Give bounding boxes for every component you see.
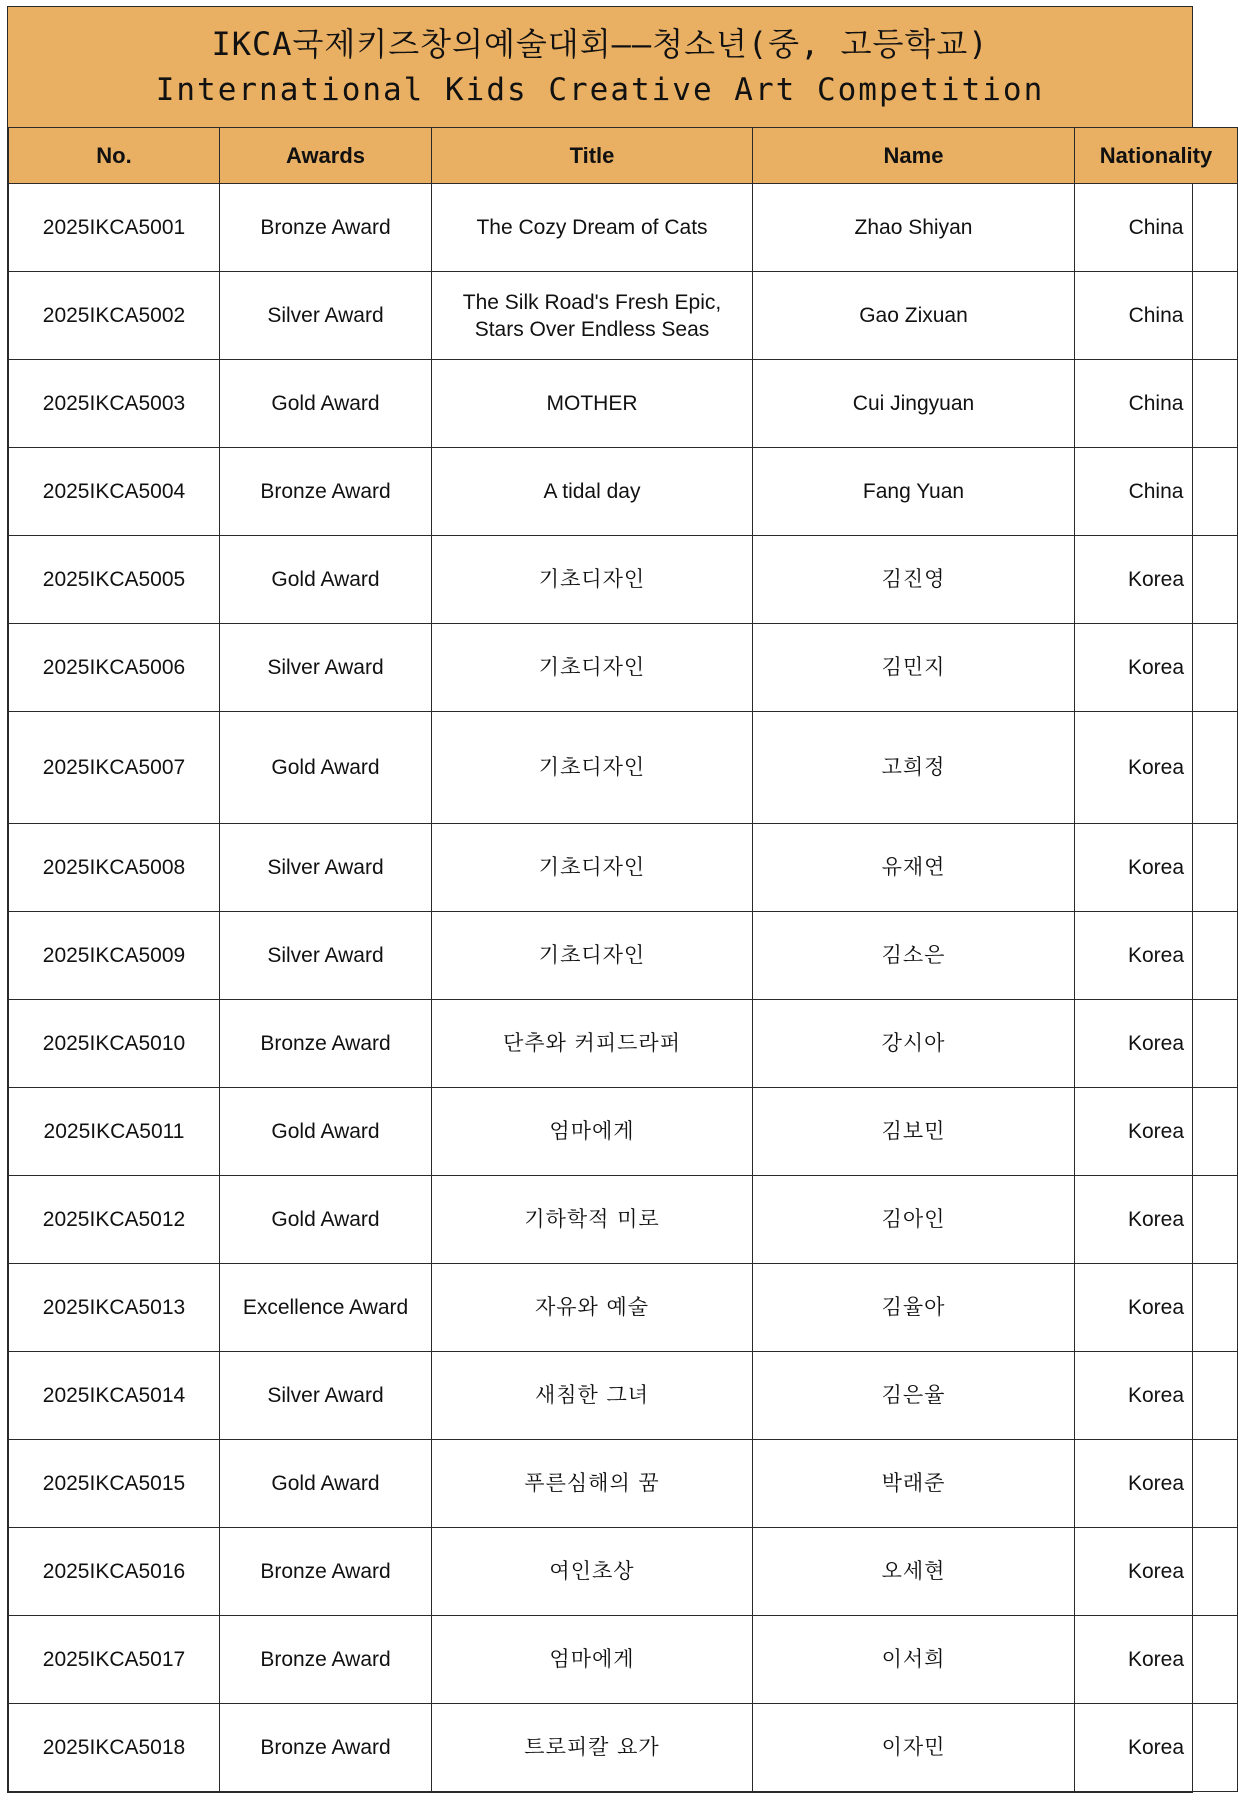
table-row <box>9 184 1238 272</box>
table-row <box>9 1352 1238 1440</box>
cell-entry-number: 2025IKCA5015 <box>9 1440 220 1528</box>
cell-title: 엄마에게 <box>432 1088 753 1176</box>
table-row <box>9 1616 1238 1704</box>
cell-nationality: China <box>1075 360 1238 448</box>
cell-entry-number: 2025IKCA5009 <box>9 912 220 1000</box>
table-row <box>9 360 1238 448</box>
cell-name: 고희정 <box>753 712 1075 824</box>
cell-award: Gold Award <box>220 712 432 824</box>
cell-title: 단추와 커피드라퍼 <box>432 1000 753 1088</box>
cell-entry-number: 2025IKCA5002 <box>9 272 220 360</box>
column-header-awards: Awards <box>220 128 432 184</box>
header-row <box>9 128 1238 184</box>
cell-nationality: Korea <box>1075 1440 1238 1528</box>
cell-name: Cui Jingyuan <box>753 360 1075 448</box>
awards-table <box>8 127 1238 1792</box>
table-row <box>9 1176 1238 1264</box>
cell-title: 기초디자인 <box>432 536 753 624</box>
cell-nationality: Korea <box>1075 536 1238 624</box>
cell-entry-number: 2025IKCA5010 <box>9 1000 220 1088</box>
column-header-name: Name <box>753 128 1075 184</box>
cell-award: Bronze Award <box>220 1000 432 1088</box>
cell-award: Silver Award <box>220 912 432 1000</box>
cell-nationality: Korea <box>1075 1176 1238 1264</box>
cell-award: Bronze Award <box>220 1528 432 1616</box>
cell-title: 기초디자인 <box>432 824 753 912</box>
cell-entry-number: 2025IKCA5005 <box>9 536 220 624</box>
cell-entry-number: 2025IKCA5003 <box>9 360 220 448</box>
cell-entry-number: 2025IKCA5013 <box>9 1264 220 1352</box>
cell-entry-number: 2025IKCA5011 <box>9 1088 220 1176</box>
title-english: International Kids Creative Art Competition <box>155 72 1045 108</box>
cell-title: 푸른심해의 꿈 <box>432 1440 753 1528</box>
cell-award: Silver Award <box>220 624 432 712</box>
cell-name: 김민지 <box>753 624 1075 712</box>
cell-award: Silver Award <box>220 1352 432 1440</box>
cell-title: 기하학적 미로 <box>432 1176 753 1264</box>
cell-title: MOTHER <box>432 360 753 448</box>
cell-title: 자유와 예술 <box>432 1264 753 1352</box>
column-header-nationality: Nationality <box>1075 128 1238 184</box>
cell-award: Gold Award <box>220 360 432 448</box>
table-row <box>9 624 1238 712</box>
cell-name: 김은율 <box>753 1352 1075 1440</box>
cell-entry-number: 2025IKCA5014 <box>9 1352 220 1440</box>
cell-entry-number: 2025IKCA5008 <box>9 824 220 912</box>
cell-award: Bronze Award <box>220 1704 432 1792</box>
cell-name: 이서희 <box>753 1616 1075 1704</box>
cell-title: 기초디자인 <box>432 912 753 1000</box>
table-row <box>9 1000 1238 1088</box>
title-korean: IKCA국제키즈창의예술대회——청소년(중, 고등학교) <box>211 25 989 63</box>
cell-nationality: Korea <box>1075 1088 1238 1176</box>
table-row <box>9 912 1238 1000</box>
cell-name: 박래준 <box>753 1440 1075 1528</box>
cell-title: 엄마에게 <box>432 1616 753 1704</box>
title-banner <box>8 7 1192 127</box>
cell-entry-number: 2025IKCA5016 <box>9 1528 220 1616</box>
cell-award: Gold Award <box>220 1088 432 1176</box>
cell-title: 여인초상 <box>432 1528 753 1616</box>
cell-title: The Silk Road's Fresh Epic, Stars Over Endless Seas <box>432 272 753 360</box>
cell-name: Zhao Shiyan <box>753 184 1075 272</box>
cell-entry-number: 2025IKCA5001 <box>9 184 220 272</box>
table-row <box>9 712 1238 824</box>
table-row <box>9 1528 1238 1616</box>
cell-nationality: China <box>1075 272 1238 360</box>
cell-nationality: Korea <box>1075 1264 1238 1352</box>
cell-entry-number: 2025IKCA5004 <box>9 448 220 536</box>
cell-nationality: Korea <box>1075 1352 1238 1440</box>
cell-award: Gold Award <box>220 1440 432 1528</box>
cell-name: 김소은 <box>753 912 1075 1000</box>
table-row <box>9 448 1238 536</box>
cell-entry-number: 2025IKCA5012 <box>9 1176 220 1264</box>
cell-entry-number: 2025IKCA5007 <box>9 712 220 824</box>
cell-award: Silver Award <box>220 824 432 912</box>
cell-name: Gao Zixuan <box>753 272 1075 360</box>
cell-name: 김보민 <box>753 1088 1075 1176</box>
cell-award: Bronze Award <box>220 1616 432 1704</box>
cell-nationality: China <box>1075 448 1238 536</box>
cell-name: 이자민 <box>753 1704 1075 1792</box>
cell-title: 새침한 그녀 <box>432 1352 753 1440</box>
cell-title: 기초디자인 <box>432 712 753 824</box>
cell-entry-number: 2025IKCA5018 <box>9 1704 220 1792</box>
cell-nationality: Korea <box>1075 1000 1238 1088</box>
cell-nationality: Korea <box>1075 1616 1238 1704</box>
cell-entry-number: 2025IKCA5017 <box>9 1616 220 1704</box>
cell-name: 김아인 <box>753 1176 1075 1264</box>
cell-award: Gold Award <box>220 536 432 624</box>
table-row <box>9 1088 1238 1176</box>
table-row <box>9 1440 1238 1528</box>
cell-name: 김율아 <box>753 1264 1075 1352</box>
cell-award: Bronze Award <box>220 448 432 536</box>
cell-nationality: Korea <box>1075 712 1238 824</box>
cell-entry-number: 2025IKCA5006 <box>9 624 220 712</box>
cell-award: Excellence Award <box>220 1264 432 1352</box>
column-header-title: Title <box>432 128 753 184</box>
cell-award: Bronze Award <box>220 184 432 272</box>
table-row <box>9 272 1238 360</box>
cell-name: 유재연 <box>753 824 1075 912</box>
table-row <box>9 536 1238 624</box>
cell-title: A tidal day <box>432 448 753 536</box>
cell-nationality: Korea <box>1075 1704 1238 1792</box>
cell-award: Gold Award <box>220 1176 432 1264</box>
cell-nationality: Korea <box>1075 912 1238 1000</box>
cell-name: 김진영 <box>753 536 1075 624</box>
cell-nationality: Korea <box>1075 624 1238 712</box>
table-row <box>9 1264 1238 1352</box>
cell-title: 기초디자인 <box>432 624 753 712</box>
cell-name: 강시아 <box>753 1000 1075 1088</box>
cell-award: Silver Award <box>220 272 432 360</box>
table-row <box>9 1704 1238 1792</box>
cell-name: 오세현 <box>753 1528 1075 1616</box>
column-header-no: No. <box>9 128 220 184</box>
cell-nationality: Korea <box>1075 824 1238 912</box>
cell-title: The Cozy Dream of Cats <box>432 184 753 272</box>
cell-name: Fang Yuan <box>753 448 1075 536</box>
cell-title: 트로피칼 요가 <box>432 1704 753 1792</box>
table-row <box>9 824 1238 912</box>
awards-sheet <box>7 6 1213 1793</box>
cell-nationality: China <box>1075 184 1238 272</box>
cell-nationality: Korea <box>1075 1528 1238 1616</box>
